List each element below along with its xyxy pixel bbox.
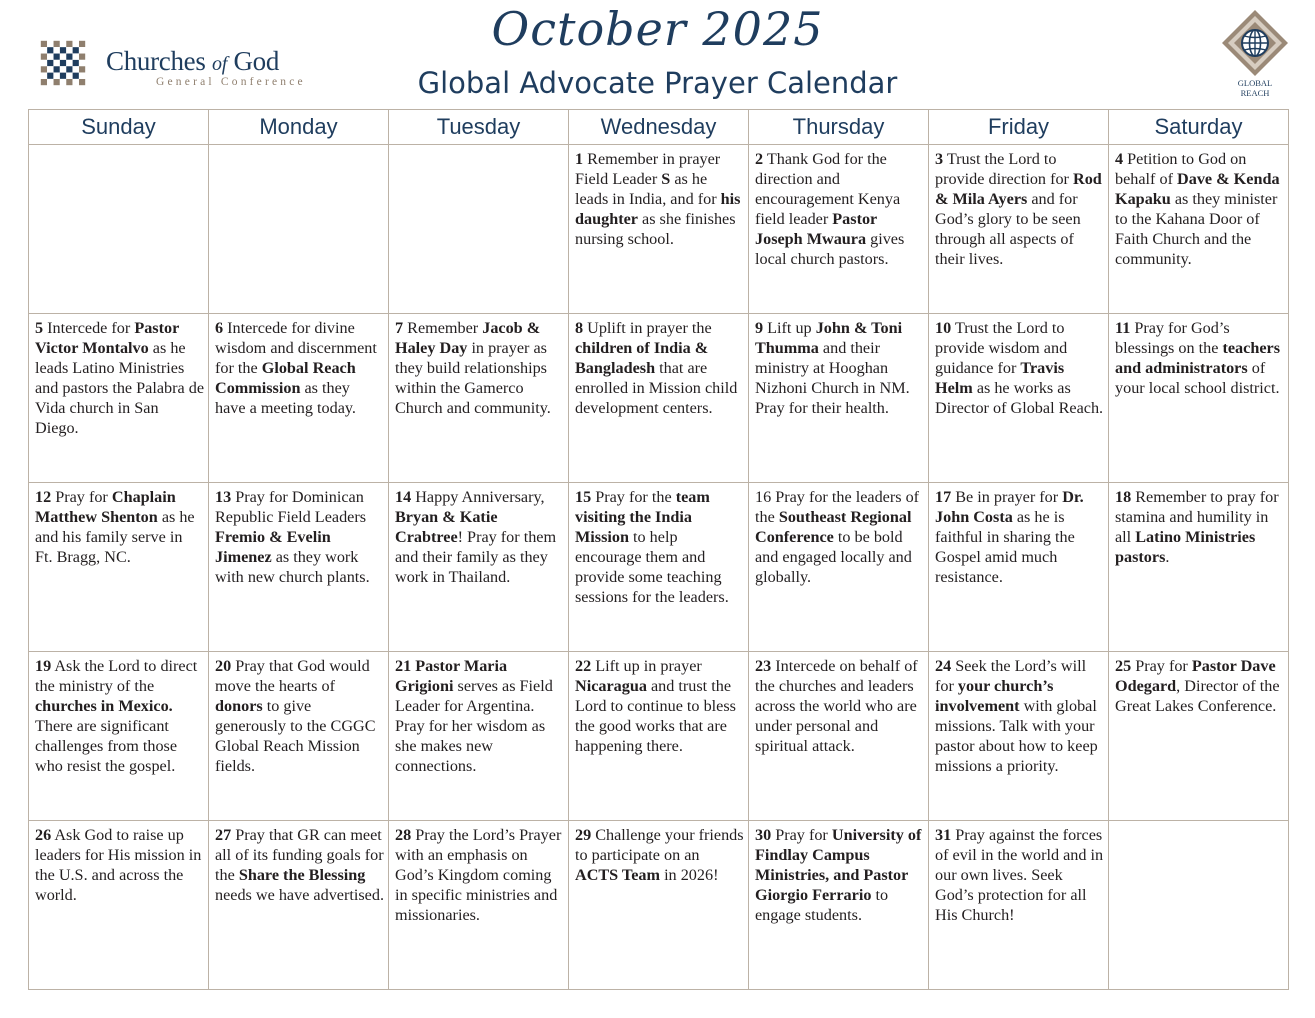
day-number: 21 bbox=[395, 657, 412, 675]
highlighted-name: Fremio & Evelin Jimenez bbox=[215, 528, 331, 566]
day-number: 31 bbox=[935, 826, 952, 844]
prayer-entry bbox=[209, 821, 388, 905]
entry-text: Pray for Dominican Republic Field Leaders bbox=[215, 488, 367, 526]
entry-text: to help encourage them and provide some teaching sessions for the leaders. bbox=[575, 528, 729, 606]
entry-text: Trust the Lord to provide direction for bbox=[935, 150, 1073, 188]
weekday-monday: Monday bbox=[209, 110, 389, 145]
day-number: 13 bbox=[215, 488, 232, 506]
day-number: 18 bbox=[1115, 488, 1132, 506]
entry-text: Remember bbox=[403, 319, 483, 337]
entry-text: Ask the Lord to direct the ministry of the bbox=[35, 657, 198, 695]
empty-day-cell bbox=[29, 145, 209, 314]
entry-text: Pray for the bbox=[591, 488, 676, 506]
entry-text: Pray against the forces of evil in the world and in our own lives. Seek God’s protection for all His Church! bbox=[935, 826, 1104, 924]
entry-text: 16 Pray for the leaders of the bbox=[755, 488, 920, 526]
entry-text: Uplift in prayer the bbox=[583, 319, 712, 337]
prayer-entry bbox=[29, 314, 208, 438]
entry-text: serves as Field Leader for Argentina. Pray for her wisdom as she makes new connections. bbox=[395, 677, 553, 775]
weekday-thursday: Thursday bbox=[749, 110, 929, 145]
prayer-entry bbox=[749, 145, 928, 269]
day-number: 17 bbox=[935, 488, 952, 506]
day-cell bbox=[749, 145, 929, 314]
day-cell bbox=[29, 821, 209, 990]
highlighted-name: children of India & Bangladesh bbox=[575, 339, 709, 377]
day-number: 25 bbox=[1115, 657, 1132, 675]
highlighted-name: University of Findlay Campus Ministries, and Pastor Giorgio Ferrario bbox=[755, 826, 922, 904]
week-row bbox=[29, 314, 1289, 483]
day-cell bbox=[1109, 483, 1289, 652]
prayer-entry bbox=[929, 821, 1108, 925]
prayer-entry bbox=[1109, 145, 1288, 269]
day-number: 1 bbox=[575, 150, 584, 168]
entry-text: in prayer as they build relationships within the Gamerco Church and community. bbox=[395, 339, 551, 417]
entry-text: Remember to pray for stamina and humility in all bbox=[1115, 488, 1279, 546]
day-cell bbox=[929, 652, 1109, 821]
prayer-entry bbox=[569, 314, 748, 418]
month-title: October 2025 bbox=[491, 2, 824, 56]
entry-text: and for God’s glory to be seen through all aspects of their lives. bbox=[935, 190, 1081, 268]
prayer-entry bbox=[1109, 821, 1288, 825]
highlighted-name: Pastor Dave Odegard bbox=[1115, 657, 1276, 695]
day-number: 3 bbox=[935, 150, 944, 168]
highlighted-name: Bryan & Katie Crabtree bbox=[395, 508, 498, 546]
day-number: 27 bbox=[215, 826, 232, 844]
highlighted-name: Travis Helm bbox=[935, 359, 1065, 397]
prayer-entry bbox=[929, 314, 1108, 418]
highlighted-name: Share the Blessing bbox=[238, 866, 366, 884]
entry-text: , Director of the Great Lakes Conference. bbox=[1115, 677, 1280, 715]
day-number: 8 bbox=[575, 319, 584, 337]
prayer-entry bbox=[1109, 314, 1288, 398]
global-reach-logo bbox=[1220, 8, 1290, 103]
highlighted-name: Dr. John Costa bbox=[935, 488, 1084, 526]
weekday-tuesday: Tuesday bbox=[389, 110, 569, 145]
day-number: 26 bbox=[35, 826, 52, 844]
empty-day-cell bbox=[1109, 821, 1289, 990]
prayer-entry bbox=[569, 821, 748, 885]
day-cell bbox=[389, 652, 569, 821]
day-cell bbox=[749, 314, 929, 483]
logo-subtitle: General Conference bbox=[156, 76, 306, 88]
day-number: 24 bbox=[935, 657, 952, 675]
entry-text: Pray that God would move the hearts of bbox=[215, 657, 370, 695]
highlighted-name: Latino Ministries pastors bbox=[1115, 528, 1256, 566]
day-cell bbox=[929, 145, 1109, 314]
prayer-entry bbox=[29, 483, 208, 567]
entry-text: and their ministry at Hooghan Nizhoni Church in NM. Pray for their health. bbox=[755, 339, 910, 417]
entry-text: Pray for bbox=[51, 488, 112, 506]
prayer-entry bbox=[389, 483, 568, 587]
day-cell bbox=[929, 483, 1109, 652]
highlighted-name: Rod & Mila Ayers bbox=[935, 170, 1102, 208]
highlighted-name: S bbox=[661, 170, 671, 188]
day-cell bbox=[569, 821, 749, 990]
highlighted-name: Southeast Regional Conference bbox=[755, 508, 912, 546]
entry-text: Intercede on behalf of the churches and leaders across the world who are under personal and spiritual attack. bbox=[755, 657, 918, 755]
entry-text: as he works as Director of Global Reach. bbox=[935, 379, 1104, 417]
entry-text: to give generously to the CGGC Global Reach Mission fields. bbox=[215, 697, 376, 775]
highlighted-name: Jacob & Haley Day bbox=[395, 319, 541, 357]
highlighted-name: Nicaragua bbox=[575, 677, 647, 695]
day-number: 20 bbox=[215, 657, 232, 675]
entry-text: as they minister to the Kahana Door of Faith Church and the community. bbox=[1115, 190, 1278, 268]
week-row bbox=[29, 652, 1289, 821]
highlighted-name: Pastor Maria Grigioni bbox=[395, 657, 508, 695]
entry-text: . bbox=[1165, 548, 1170, 566]
prayer-entry bbox=[29, 821, 208, 905]
day-cell bbox=[389, 821, 569, 990]
weekday-friday: Friday bbox=[929, 110, 1109, 145]
page-header bbox=[0, 0, 1315, 110]
day-number: 19 bbox=[35, 657, 52, 675]
highlighted-name: Chaplain Matthew Shenton bbox=[35, 488, 176, 526]
entry-text: Thank God for the direction and encouragement Kenya field leader bbox=[755, 150, 901, 228]
calendar-subtitle: Global Advocate Prayer Calendar bbox=[417, 66, 898, 100]
highlighted-name: your church’s involvement bbox=[935, 677, 1054, 715]
entry-text: Intercede for divine wisdom and discernment for the bbox=[215, 319, 377, 377]
day-cell bbox=[749, 652, 929, 821]
day-cell bbox=[569, 145, 749, 314]
prayer-calendar bbox=[28, 109, 1289, 989]
entry-text: Pray that GR can meet all of its funding goals for the bbox=[215, 826, 384, 884]
entry-text: as he is faithful in sharing the Gospel amid much resistance. bbox=[935, 508, 1075, 586]
day-number: 11 bbox=[1115, 319, 1131, 337]
entry-text: Pray for bbox=[1131, 657, 1192, 675]
day-number: 4 bbox=[1115, 150, 1124, 168]
day-cell bbox=[569, 652, 749, 821]
entry-text: Trust the Lord to provide wisdom and guidance for bbox=[935, 319, 1068, 377]
day-number: 23 bbox=[755, 657, 772, 675]
entry-text: Petition to God on behalf of bbox=[1115, 150, 1247, 188]
day-cell bbox=[1109, 652, 1289, 821]
day-number: 22 bbox=[575, 657, 592, 675]
day-number: 28 bbox=[395, 826, 412, 844]
weekday-wednesday: Wednesday bbox=[569, 110, 749, 145]
globe-diamond-icon bbox=[1220, 8, 1290, 78]
day-cell bbox=[209, 314, 389, 483]
day-cell bbox=[29, 652, 209, 821]
weekday-header-row bbox=[29, 110, 1289, 145]
entry-text: Pray for God’s blessings on the bbox=[1115, 319, 1230, 357]
entry-text: Pray for bbox=[771, 826, 832, 844]
day-cell bbox=[29, 314, 209, 483]
prayer-entry bbox=[749, 483, 928, 587]
day-number: 5 bbox=[35, 319, 44, 337]
entry-text: Be in prayer for bbox=[951, 488, 1063, 506]
day-cell bbox=[929, 314, 1109, 483]
empty-day-cell bbox=[209, 145, 389, 314]
prayer-entry bbox=[569, 483, 748, 607]
entry-text: Lift up bbox=[763, 319, 816, 337]
day-number: 9 bbox=[755, 319, 764, 337]
day-number: 30 bbox=[755, 826, 772, 844]
highlighted-name: team visiting the India Mission bbox=[575, 488, 710, 546]
prayer-entry bbox=[929, 652, 1108, 776]
entry-text: to be bold and engaged locally and globally. bbox=[755, 528, 912, 586]
prayer-entry bbox=[569, 652, 748, 756]
prayer-entry bbox=[749, 821, 928, 925]
highlighted-name: donors bbox=[215, 697, 263, 715]
week-row bbox=[29, 483, 1289, 652]
day-cell bbox=[209, 483, 389, 652]
prayer-entry bbox=[209, 483, 388, 587]
entry-text: that are enrolled in Mission child development centers. bbox=[575, 359, 738, 417]
entry-text: as he and his family serve in Ft. Bragg, NC. bbox=[35, 508, 195, 566]
entry-text: Seek the Lord’s will for bbox=[935, 657, 1087, 695]
prayer-entry bbox=[929, 483, 1108, 587]
entry-text: as he leads in India, and for bbox=[575, 170, 721, 208]
day-number: 10 bbox=[935, 319, 952, 337]
entry-text: Ask God to raise up leaders for His mission in the U.S. and across the world. bbox=[35, 826, 202, 904]
day-number: 12 bbox=[35, 488, 52, 506]
day-cell bbox=[209, 652, 389, 821]
entry-text: as they have a meeting today. bbox=[215, 379, 356, 417]
highlighted-name: his daughter bbox=[575, 190, 741, 228]
highlighted-name: Global Reach Commission bbox=[215, 359, 356, 397]
prayer-entry bbox=[929, 145, 1108, 269]
entry-text: to engage students. bbox=[755, 886, 889, 924]
day-cell bbox=[1109, 145, 1289, 314]
prayer-entry bbox=[749, 314, 928, 418]
prayer-entry bbox=[209, 314, 388, 418]
highlighted-name: churches in Mexico. bbox=[35, 697, 173, 715]
calendar-grid bbox=[28, 109, 1289, 990]
entry-text: in 2026! bbox=[660, 866, 719, 884]
highlighted-name: Pastor Victor Montalvo bbox=[35, 319, 179, 357]
prayer-entry bbox=[1109, 483, 1288, 567]
empty-day-cell bbox=[389, 145, 569, 314]
entry-text: ! Pray for them and their family as they work in Thailand. bbox=[395, 528, 557, 586]
day-number: 29 bbox=[575, 826, 592, 844]
prayer-entry bbox=[389, 821, 568, 925]
entry-text: needs we have advertised. bbox=[215, 886, 384, 904]
weekday-saturday: Saturday bbox=[1109, 110, 1289, 145]
prayer-entry bbox=[29, 145, 208, 149]
entry-text: Pray the Lord’s Prayer with an emphasis on God’s Kingdom coming in specific ministries and missionaries. bbox=[395, 826, 562, 924]
entry-text: There are significant challenges from those who resist the gospel. bbox=[35, 717, 178, 775]
entry-text: of your local school district. bbox=[1115, 359, 1280, 397]
entry-text: Happy Anniversary, bbox=[411, 488, 545, 506]
entry-text: as he leads Latino Ministries and pastors the Palabra de Vida church in San Diego. bbox=[35, 339, 205, 437]
day-cell bbox=[749, 821, 929, 990]
week-row bbox=[29, 145, 1289, 314]
day-number: 14 bbox=[395, 488, 412, 506]
day-cell bbox=[749, 483, 929, 652]
entry-text: Intercede for bbox=[43, 319, 135, 337]
entry-text: gives local church pastors. bbox=[755, 230, 905, 268]
day-cell bbox=[1109, 314, 1289, 483]
day-cell bbox=[569, 314, 749, 483]
prayer-entry bbox=[209, 145, 388, 149]
week-row bbox=[29, 821, 1289, 990]
entry-text: as she finishes nursing school. bbox=[575, 210, 736, 248]
prayer-entry bbox=[569, 145, 748, 249]
logo-name: Churches of God bbox=[106, 46, 280, 76]
day-number: 15 bbox=[575, 488, 592, 506]
day-number: 6 bbox=[215, 319, 224, 337]
prayer-entry bbox=[29, 652, 208, 776]
day-cell bbox=[389, 314, 569, 483]
entry-text: and trust the Lord to continue to bless the good works that are happening there. bbox=[575, 677, 736, 755]
highlighted-name: Dave & Kenda Kapaku bbox=[1115, 170, 1280, 208]
day-cell bbox=[29, 483, 209, 652]
global-reach-label: GLOBAL REACH bbox=[1237, 78, 1273, 98]
entry-text: Challenge your friends to participate on an bbox=[575, 826, 744, 864]
highlighted-name: ACTS Team bbox=[575, 866, 661, 884]
prayer-entry bbox=[389, 314, 568, 418]
highlighted-name: John & Toni Thumma bbox=[755, 319, 903, 357]
day-cell bbox=[209, 821, 389, 990]
prayer-entry bbox=[389, 652, 568, 776]
weekday-sunday: Sunday bbox=[29, 110, 209, 145]
entry-text: as they work with new church plants. bbox=[215, 548, 370, 586]
entry-text: Remember in prayer Field Leader bbox=[575, 150, 721, 188]
prayer-entry bbox=[749, 652, 928, 756]
day-cell bbox=[389, 483, 569, 652]
day-number: 7 bbox=[395, 319, 404, 337]
prayer-entry bbox=[209, 652, 388, 776]
highlighted-name: Pastor Joseph Mwaura bbox=[755, 210, 877, 248]
prayer-entry bbox=[389, 145, 568, 149]
entry-text: with global missions. Talk with your pastor about how to keep missions a priority. bbox=[935, 697, 1098, 775]
day-number: 2 bbox=[755, 150, 764, 168]
day-cell bbox=[569, 483, 749, 652]
prayer-entry bbox=[1109, 652, 1288, 716]
day-cell bbox=[929, 821, 1109, 990]
highlighted-name: teachers and administrators bbox=[1115, 339, 1280, 377]
entry-text: Lift up in prayer bbox=[591, 657, 702, 675]
